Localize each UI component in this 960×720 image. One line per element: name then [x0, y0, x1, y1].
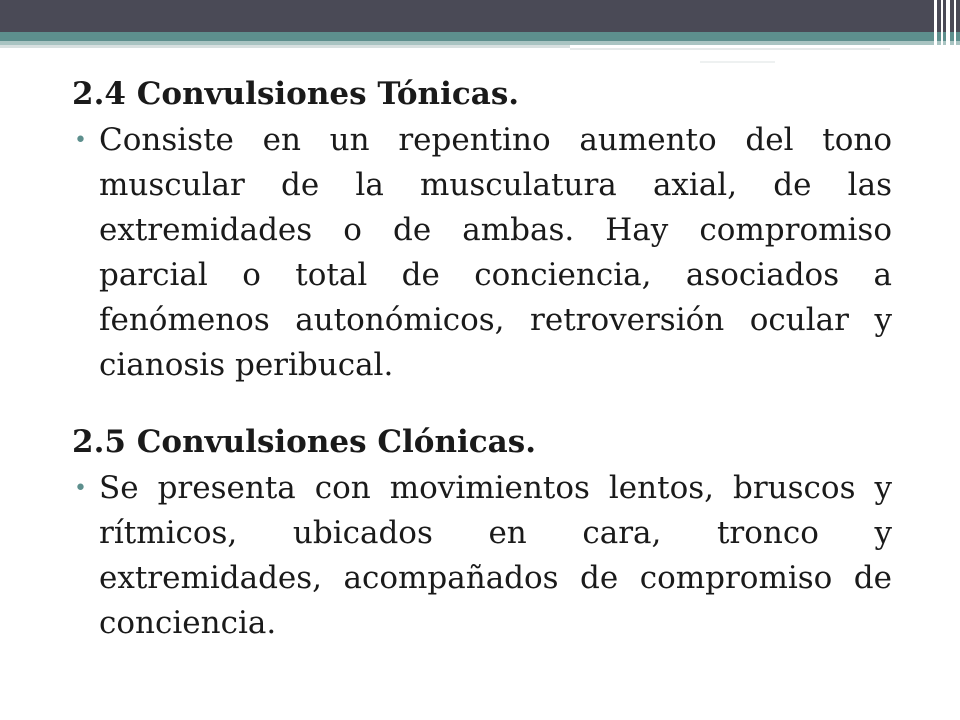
section-heading-tonicas: 2.4 Convulsiones Tónicas. [72, 76, 520, 112]
bullet-clonicas [72, 466, 892, 646]
header-accent-stripe [0, 32, 960, 41]
header-highlight-line-short [700, 61, 775, 63]
header-highlight-line [570, 48, 890, 50]
bullet-dot-icon: • [74, 128, 87, 153]
bullet-dot-icon: • [74, 476, 87, 501]
bullet-tonicas [72, 118, 892, 388]
slide-content [72, 72, 892, 646]
bullet-text-clonicas: Se presenta con movimientos lentos, bruscos y rítmicos, ubicados en cara, tronco y extremidades, acompañados de compromiso de conciencia. [99, 470, 892, 641]
header-vertical-bars [930, 0, 960, 64]
section-heading-clonicas: 2.5 Convulsiones Clónicas. [72, 424, 537, 460]
header-band [0, 0, 960, 32]
header-divider-line [0, 45, 570, 48]
bullet-text-tonicas: Consiste en un repentino aumento del tono muscular de la musculatura axial, de las extremidades o de ambas. Hay compromiso parcial o total de conciencia, asociados a fenómenos autonómicos, retroversión ocular y cianosis peribucal. [99, 122, 892, 383]
